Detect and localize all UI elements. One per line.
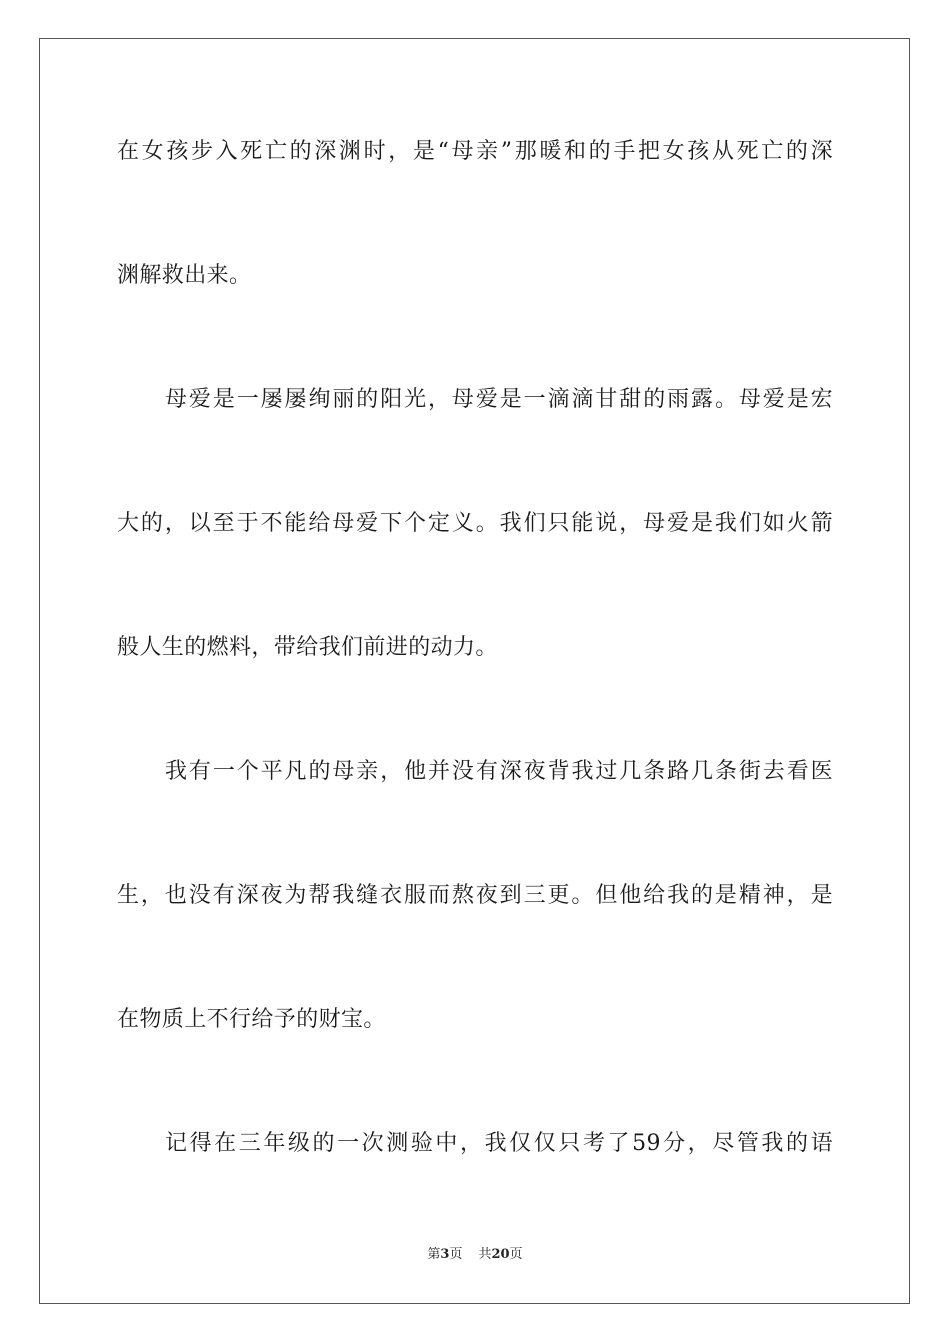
page-border: [39, 38, 910, 1304]
text-line-4: 大的，以至于不能给母爱下个定义。我们只能说，母爱是我们如火箭: [117, 511, 833, 536]
text-line-6: 我有一个平凡的母亲，他并没有深夜背我过几条路几条街去看医: [165, 759, 833, 784]
text-line-7: 生，也没有深夜为帮我缝衣服而熬夜到三更。但他给我的是精神，是: [117, 883, 833, 908]
text-line-5: 般人生的燃料，带给我们前进的动力。: [117, 635, 498, 660]
text-line-3: 母爱是一屡屡绚丽的阳光，母爱是一滴滴甘甜的雨露。母爱是宏: [165, 387, 833, 412]
text-line-8: 在物质上不行给予的财宝。: [117, 1007, 386, 1032]
page-label-suffix: 页: [449, 1247, 463, 1262]
page-footer: [0, 1247, 950, 1263]
text-line-9: 记得在三年级的一次测验中，我仅仅只考了59分，尽管我的语: [165, 1131, 833, 1156]
total-label-suffix: 页: [509, 1247, 523, 1262]
total-label-prefix: 共: [478, 1247, 492, 1262]
total-page-count: 20: [491, 1247, 510, 1262]
current-page-number: 3: [440, 1247, 450, 1262]
page-label-prefix: 第: [427, 1247, 441, 1262]
text-line-1: 在女孩步入死亡的深渊时，是“母亲”那暖和的手把女孩从死亡的深: [117, 139, 833, 164]
text-line-2: 渊解救出来。: [117, 263, 252, 288]
